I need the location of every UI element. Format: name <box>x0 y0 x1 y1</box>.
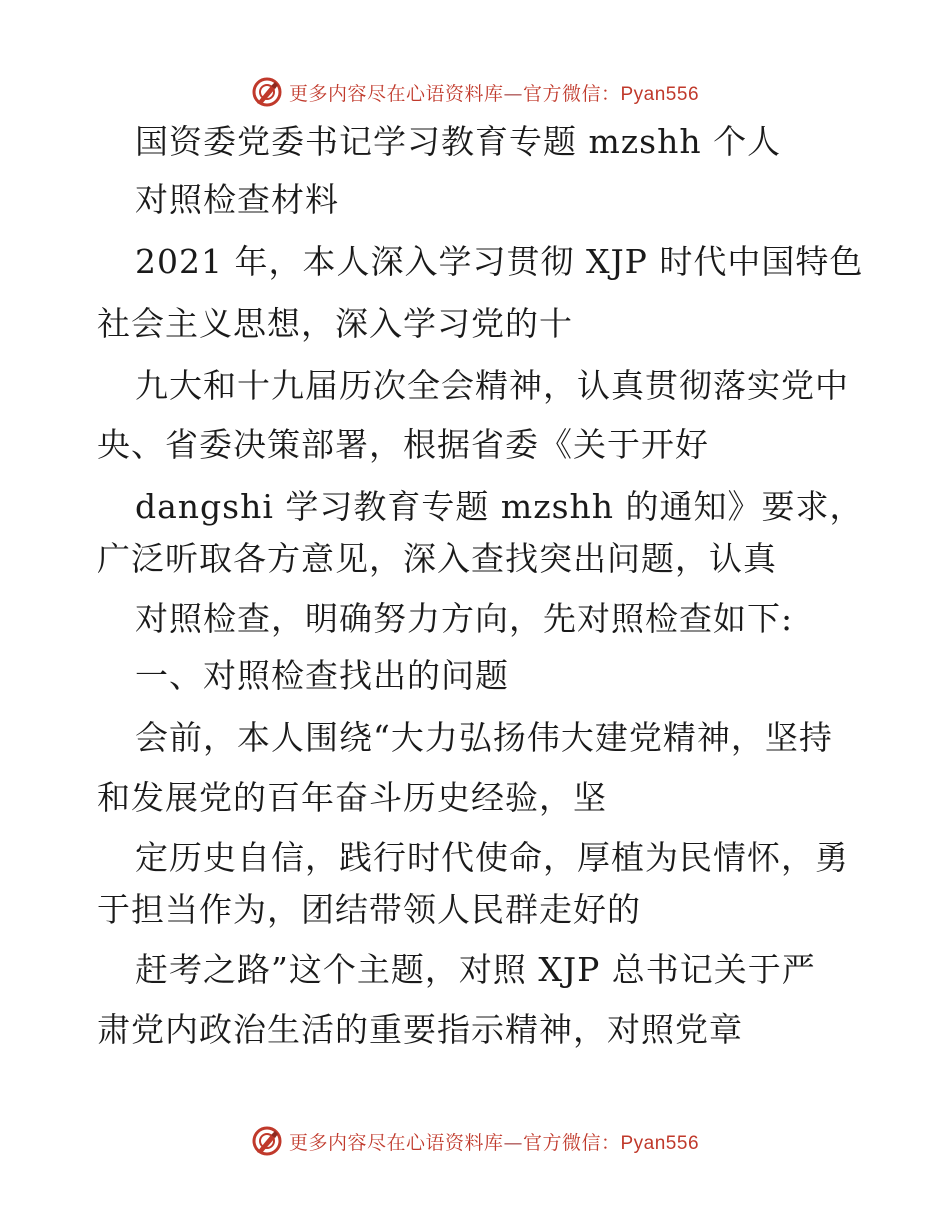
section-heading: 一、对照检查找出的问题 <box>135 656 509 695</box>
doc-title-line-2: 对照检查材料 <box>135 180 339 219</box>
paragraph-line: 定历史自信，践行时代使命，厚植为民情怀，勇 <box>135 838 849 877</box>
watermark-text: 更多内容尽在心语资料库—官方微信：Pyan556 <box>288 1131 700 1154</box>
paragraph-line: 2021 年，本人深入学习贯彻 XJP 时代中国特色 <box>135 242 864 281</box>
paragraph-line: 和发展党的百年奋斗历史经验，坚 <box>97 778 607 817</box>
paragraph-line: 央、省委决策部署，根据省委《关于开好 <box>97 425 709 464</box>
pen-logo-icon <box>251 1125 283 1157</box>
paragraph-line: 肃党内政治生活的重要指示精神，对照党章 <box>97 1010 743 1049</box>
paragraph-line: 九大和十九届历次全会精神，认真贯彻落实党中 <box>135 366 849 405</box>
paragraph-line: 会前，本人围绕“大力弘扬伟大建党精神，坚持 <box>135 718 833 757</box>
paragraph-line: 对照检查，明确努力方向，先对照检查如下: <box>135 599 794 638</box>
paragraph-line: 广泛听取各方意见，深入查找突出问题，认真 <box>97 539 777 578</box>
watermark-banner-top <box>0 72 950 112</box>
pen-logo-icon <box>251 76 283 108</box>
doc-title-line-1: 国资委党委书记学习教育专题 mzshh 个人 <box>135 122 782 161</box>
watermark-text: 更多内容尽在心语资料库—官方微信：Pyan556 <box>288 82 700 105</box>
paragraph-line: 社会主义思想，深入学习党的十 <box>97 304 573 343</box>
paragraph-line: 赶考之路”这个主题，对照 XJP 总书记关于严 <box>135 950 816 989</box>
paragraph-line: dangshi 学习教育专题 mzshh 的通知》要求， <box>135 487 864 526</box>
watermark-banner-bottom <box>0 1121 950 1161</box>
paragraph-line: 于担当作为，团结带领人民群走好的 <box>97 890 641 929</box>
